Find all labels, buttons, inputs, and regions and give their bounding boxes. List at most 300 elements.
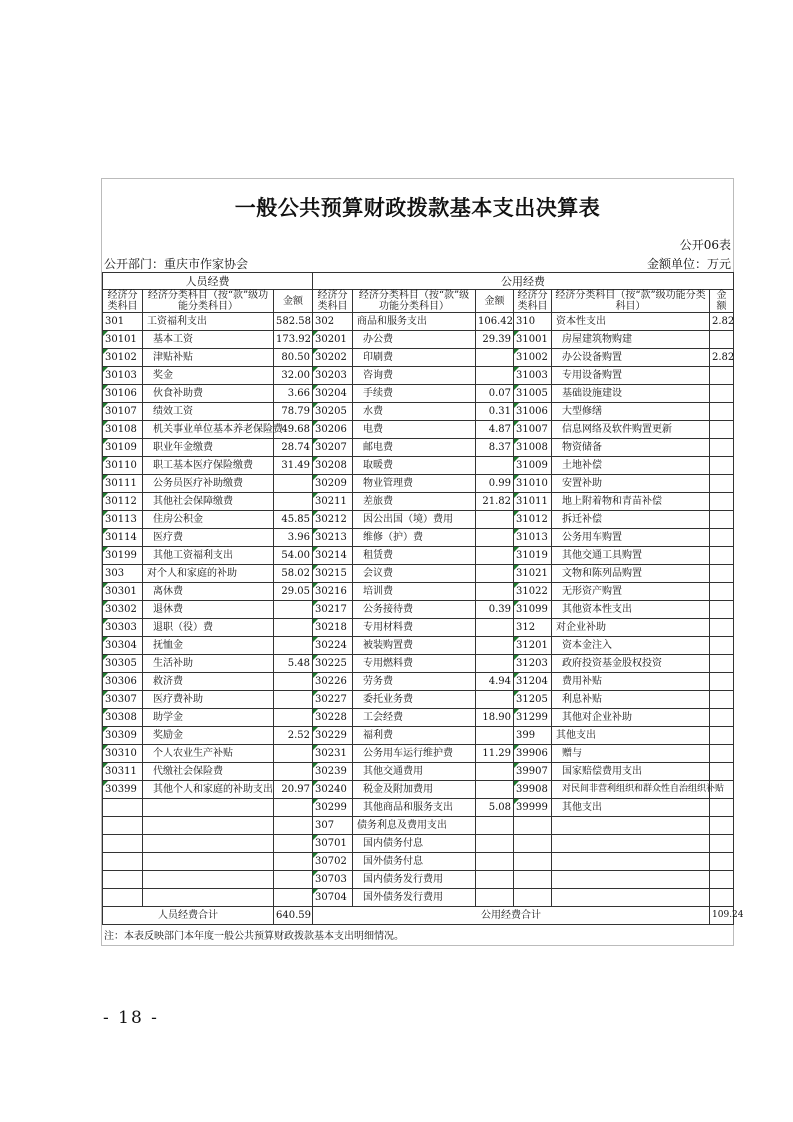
cell-b-code: 30212 (313, 511, 353, 529)
cell-a-code: 30307 (103, 691, 143, 709)
cell-c-amt (710, 601, 734, 619)
cell-a-code: 30309 (103, 727, 143, 745)
cell-a-name: 公务员医疗补助缴费 (143, 475, 274, 493)
cell-c-amt (710, 691, 734, 709)
cell-b-name: 手续费 (353, 385, 476, 403)
cell-b-amt (476, 529, 514, 547)
cell-a-code: 30111 (103, 475, 143, 493)
cell-a-code: 30399 (103, 781, 143, 799)
cell-b-amt (476, 781, 514, 799)
cell-a-amt: 173.92 (274, 331, 313, 349)
cell-c-name: 房屋建筑物购建 (552, 331, 710, 349)
cell-c-code: 31007 (514, 421, 552, 439)
cell-b-amt (476, 817, 514, 835)
cell-a-amt: 582.58 (274, 313, 313, 331)
cell-b-code: 30228 (313, 709, 353, 727)
cell-a-code: 30109 (103, 439, 143, 457)
cell-a-name: 生活补助 (143, 655, 274, 673)
column-header-row (103, 290, 734, 313)
cell-a-name (143, 835, 274, 853)
page-number: - 18 - (103, 1008, 159, 1028)
cell-a-name (143, 817, 274, 835)
cell-c-code: 31021 (514, 565, 552, 583)
cell-c-code: 31204 (514, 673, 552, 691)
cell-b-name: 电费 (353, 421, 476, 439)
cell-b-amt (476, 763, 514, 781)
cell-b-amt (476, 889, 514, 907)
cell-b-code: 30239 (313, 763, 353, 781)
cell-a-amt (274, 493, 313, 511)
cell-a-amt: 31.49 (274, 457, 313, 475)
cell-c-name: 政府投资基金股权投资 (552, 655, 710, 673)
cell-a-name: 津贴补贴 (143, 349, 274, 367)
table-note: 注：本表反映部门本年度一般公共预算财政拨款基本支出明细情况。 (102, 925, 733, 946)
cell-b-amt (476, 349, 514, 367)
table-row (103, 313, 734, 331)
cell-c-amt (710, 889, 734, 907)
cell-c-amt (710, 709, 734, 727)
cell-b-name: 债务利息及费用支出 (353, 817, 476, 835)
department-label: 公开部门：重庆市作家协会 (104, 257, 249, 271)
col-header-name: 经济分类科目（按“款”级功能分类科目） (143, 290, 274, 313)
cell-c-code: 31006 (514, 403, 552, 421)
cell-b-code: 30226 (313, 673, 353, 691)
unit-label: 金额单位：万元 (646, 257, 731, 271)
cell-b-code: 30217 (313, 601, 353, 619)
cell-c-amt (710, 385, 734, 403)
cell-c-amt (710, 367, 734, 385)
table-row (103, 655, 734, 673)
cell-a-code (103, 889, 143, 907)
cell-a-code: 303 (103, 565, 143, 583)
cell-a-name: 医疗费补助 (143, 691, 274, 709)
col-header-amount: 金额 (274, 290, 313, 313)
cell-b-code: 302 (313, 313, 353, 331)
cell-c-code: 39908 (514, 781, 552, 799)
cell-b-name: 专用燃料费 (353, 655, 476, 673)
section-header-row (103, 273, 734, 290)
cell-a-name: 离休费 (143, 583, 274, 601)
cell-c-code: 31013 (514, 529, 552, 547)
cell-b-code: 30205 (313, 403, 353, 421)
cell-c-code: 310 (514, 313, 552, 331)
cell-b-code: 30702 (313, 853, 353, 871)
table-row (103, 493, 734, 511)
cell-c-code: 31299 (514, 709, 552, 727)
cell-b-name: 培训费 (353, 583, 476, 601)
cell-c-name: 地上附着物和青苗补偿 (552, 493, 710, 511)
cell-a-amt: 58.02 (274, 565, 313, 583)
cell-a-code: 30302 (103, 601, 143, 619)
col-header-amount: 金额 (710, 290, 734, 313)
cell-b-code: 30299 (313, 799, 353, 817)
cell-a-code: 30113 (103, 511, 143, 529)
cell-c-name: 资本性支出 (552, 313, 710, 331)
totals-row (103, 907, 734, 925)
cell-a-name (143, 871, 274, 889)
cell-a-amt (274, 817, 313, 835)
cell-c-name (552, 835, 710, 853)
table-row (103, 781, 734, 799)
cell-c-code: 31001 (514, 331, 552, 349)
cell-c-code: 31002 (514, 349, 552, 367)
cell-c-name: 费用补贴 (552, 673, 710, 691)
cell-a-code: 30107 (103, 403, 143, 421)
cell-b-code: 30215 (313, 565, 353, 583)
cell-a-code (103, 835, 143, 853)
cell-b-amt (476, 853, 514, 871)
cell-b-amt: 29.39 (476, 331, 514, 349)
cell-b-amt: 5.08 (476, 799, 514, 817)
expenditure-table (102, 272, 744, 925)
cell-b-amt: 0.99 (476, 475, 514, 493)
cell-c-code: 31009 (514, 457, 552, 475)
cell-a-name: 其他社会保障缴费 (143, 493, 274, 511)
cell-b-name: 国外债务发行费用 (353, 889, 476, 907)
cell-b-code: 30211 (313, 493, 353, 511)
table-row (103, 475, 734, 493)
cell-b-code: 30224 (313, 637, 353, 655)
cell-c-amt (710, 763, 734, 781)
cell-c-name: 其他交通工具购置 (552, 547, 710, 565)
cell-b-amt: 21.82 (476, 493, 514, 511)
cell-a-amt (274, 673, 313, 691)
form-number-row (102, 234, 733, 253)
cell-c-amt (710, 673, 734, 691)
cell-c-amt (710, 835, 734, 853)
cell-b-code: 30229 (313, 727, 353, 745)
cell-c-name: 对企业补助 (552, 619, 710, 637)
cell-b-amt: 4.94 (476, 673, 514, 691)
cell-b-code: 307 (313, 817, 353, 835)
cell-c-amt (710, 745, 734, 763)
cell-c-name: 其他资本性支出 (552, 601, 710, 619)
cell-b-name: 劳务费 (353, 673, 476, 691)
cell-c-name: 赠与 (552, 745, 710, 763)
cell-c-code: 31012 (514, 511, 552, 529)
cell-a-code: 30310 (103, 745, 143, 763)
cell-b-code: 30204 (313, 385, 353, 403)
table-row (103, 439, 734, 457)
cell-a-code: 30301 (103, 583, 143, 601)
cell-b-amt (476, 871, 514, 889)
cell-c-amt (710, 457, 734, 475)
cell-a-amt: 5.48 (274, 655, 313, 673)
cell-b-name: 委托业务费 (353, 691, 476, 709)
cell-a-amt: 54.00 (274, 547, 313, 565)
cell-c-amt (710, 475, 734, 493)
cell-b-code: 30703 (313, 871, 353, 889)
cell-c-name: 办公设备购置 (552, 349, 710, 367)
table-row (103, 691, 734, 709)
table-row (103, 817, 734, 835)
cell-c-amt (710, 583, 734, 601)
cell-b-code: 30203 (313, 367, 353, 385)
cell-c-amt (710, 871, 734, 889)
cell-b-name: 差旅费 (353, 493, 476, 511)
cell-c-code: 31022 (514, 583, 552, 601)
cell-a-name: 奖励金 (143, 727, 274, 745)
cell-a-name: 其他个人和家庭的补助支出 (143, 781, 274, 799)
cell-c-amt (710, 529, 734, 547)
cell-b-name: 取暖费 (353, 457, 476, 475)
cell-b-amt: 18.90 (476, 709, 514, 727)
cell-a-amt: 32.00 (274, 367, 313, 385)
cell-c-amt (710, 439, 734, 457)
cell-c-amt (710, 331, 734, 349)
cell-c-name: 文物和陈列品购置 (552, 565, 710, 583)
cell-c-amt (710, 637, 734, 655)
cell-b-code: 30225 (313, 655, 353, 673)
cell-a-amt (274, 889, 313, 907)
cell-c-name: 对民间非营利组织和群众性自治组织补贴 (552, 781, 710, 799)
cell-c-name: 无形资产购置 (552, 583, 710, 601)
cell-b-amt (476, 835, 514, 853)
cell-b-name: 会议费 (353, 565, 476, 583)
cell-a-name: 住房公积金 (143, 511, 274, 529)
cell-a-name: 职工基本医疗保险缴费 (143, 457, 274, 475)
table-row (103, 727, 734, 745)
cell-c-code: 31205 (514, 691, 552, 709)
personnel-total-amount: 640.59 (274, 907, 313, 925)
cell-a-code: 30303 (103, 619, 143, 637)
col-header-name: 经济分类科目（按“款”级功能分类科目） (552, 290, 710, 313)
col-header-name: 经济分类科目（按“款”级功能分类科目） (353, 290, 476, 313)
table-row (103, 403, 734, 421)
cell-a-amt: 49.68 (274, 421, 313, 439)
cell-b-amt (476, 727, 514, 745)
cell-b-amt (476, 637, 514, 655)
table-row (103, 889, 734, 907)
cell-b-name: 福利费 (353, 727, 476, 745)
cell-a-name: 代缴社会保险费 (143, 763, 274, 781)
cell-a-code: 30102 (103, 349, 143, 367)
cell-a-name: 医疗费 (143, 529, 274, 547)
cell-b-name: 被装购置费 (353, 637, 476, 655)
cell-c-code: 39906 (514, 745, 552, 763)
cell-c-code: 31005 (514, 385, 552, 403)
cell-c-name: 其他对企业补助 (552, 709, 710, 727)
cell-a-code (103, 871, 143, 889)
cell-b-name: 印刷费 (353, 349, 476, 367)
cell-b-name: 税金及附加费用 (353, 781, 476, 799)
cell-a-amt (274, 835, 313, 853)
cell-b-amt (476, 691, 514, 709)
col-header-amount: 金额 (476, 290, 514, 313)
cell-b-amt (476, 457, 514, 475)
cell-b-code: 30218 (313, 619, 353, 637)
cell-c-name: 大型修缮 (552, 403, 710, 421)
cell-a-name (143, 889, 274, 907)
cell-c-amt: 2.82 (710, 313, 734, 331)
cell-c-name: 专用设备购置 (552, 367, 710, 385)
cell-a-code: 30101 (103, 331, 143, 349)
cell-c-code (514, 889, 552, 907)
col-header-code: 经济分类科目 (514, 290, 552, 313)
cell-c-amt (710, 817, 734, 835)
table-row (103, 619, 734, 637)
cell-b-code: 30213 (313, 529, 353, 547)
cell-a-name: 退休费 (143, 601, 274, 619)
cell-b-name: 办公费 (353, 331, 476, 349)
cell-b-code: 30208 (313, 457, 353, 475)
cell-b-amt (476, 511, 514, 529)
cell-c-code: 31010 (514, 475, 552, 493)
cell-b-code: 30209 (313, 475, 353, 493)
form-number: 公开06表 (679, 238, 731, 252)
cell-a-code: 30112 (103, 493, 143, 511)
cell-c-name: 利息补贴 (552, 691, 710, 709)
cell-a-name: 抚恤金 (143, 637, 274, 655)
cell-a-amt: 2.52 (274, 727, 313, 745)
cell-a-code: 30103 (103, 367, 143, 385)
cell-c-name (552, 871, 710, 889)
public-section-header: 公用经费 (313, 273, 734, 290)
cell-a-amt (274, 691, 313, 709)
cell-a-code: 30199 (103, 547, 143, 565)
cell-a-name (143, 799, 274, 817)
cell-a-amt: 3.96 (274, 529, 313, 547)
cell-b-amt (476, 583, 514, 601)
cell-a-code: 301 (103, 313, 143, 331)
cell-c-code: 31019 (514, 547, 552, 565)
table-row (103, 331, 734, 349)
data-rows (103, 313, 734, 907)
cell-a-name: 伙食补助费 (143, 385, 274, 403)
cell-b-name: 国内债务发行费用 (353, 871, 476, 889)
cell-c-name: 安置补助 (552, 475, 710, 493)
cell-a-name: 机关事业单位基本养老保险费 (143, 421, 274, 439)
cell-b-amt: 11.29 (476, 745, 514, 763)
cell-b-name: 商品和服务支出 (353, 313, 476, 331)
cell-c-code: 31011 (514, 493, 552, 511)
report-sheet (101, 178, 744, 946)
cell-b-amt (476, 619, 514, 637)
cell-a-name: 对个人和家庭的补助 (143, 565, 274, 583)
cell-b-code: 30701 (313, 835, 353, 853)
cell-a-name: 救济费 (143, 673, 274, 691)
table-row (103, 745, 734, 763)
public-total-amount: 109.24 (710, 907, 734, 925)
cell-a-code: 30311 (103, 763, 143, 781)
table-row (103, 853, 734, 871)
cell-b-name: 其他商品和服务支出 (353, 799, 476, 817)
table-row (103, 709, 734, 727)
personnel-section-header: 人员经费 (103, 273, 313, 290)
cell-c-amt (710, 403, 734, 421)
cell-c-name: 拆迁补偿 (552, 511, 710, 529)
table-row (103, 421, 734, 439)
cell-c-amt: 2.82 (710, 349, 734, 367)
cell-b-code: 30240 (313, 781, 353, 799)
cell-c-code: 39999 (514, 799, 552, 817)
cell-b-name: 其他交通费用 (353, 763, 476, 781)
cell-c-code: 31099 (514, 601, 552, 619)
cell-b-amt: 8.37 (476, 439, 514, 457)
cell-c-name: 其他支出 (552, 727, 710, 745)
cell-a-amt: 28.74 (274, 439, 313, 457)
cell-a-amt (274, 475, 313, 493)
cell-c-amt (710, 565, 734, 583)
cell-b-code: 30202 (313, 349, 353, 367)
cell-c-amt (710, 511, 734, 529)
cell-c-code: 39907 (514, 763, 552, 781)
cell-b-amt: 4.87 (476, 421, 514, 439)
cell-c-code (514, 853, 552, 871)
table-row (103, 511, 734, 529)
cell-a-amt (274, 799, 313, 817)
cell-a-code: 30304 (103, 637, 143, 655)
cell-a-amt: 29.05 (274, 583, 313, 601)
table-row (103, 349, 734, 367)
cell-a-amt (274, 871, 313, 889)
cell-a-amt (274, 637, 313, 655)
cell-c-code (514, 835, 552, 853)
cell-b-name: 邮电费 (353, 439, 476, 457)
cell-a-amt (274, 619, 313, 637)
cell-a-name: 基本工资 (143, 331, 274, 349)
cell-c-amt (710, 547, 734, 565)
cell-b-name: 水费 (353, 403, 476, 421)
cell-b-name: 因公出国（境）费用 (353, 511, 476, 529)
cell-c-code (514, 871, 552, 889)
cell-a-name: 助学金 (143, 709, 274, 727)
cell-c-name: 资本金注入 (552, 637, 710, 655)
cell-c-code: 312 (514, 619, 552, 637)
table-row (103, 529, 734, 547)
cell-a-amt: 80.50 (274, 349, 313, 367)
table-row (103, 547, 734, 565)
table-row (103, 457, 734, 475)
cell-b-amt: 106.42 (476, 313, 514, 331)
col-header-code: 经济分类科目 (313, 290, 353, 313)
cell-b-name: 维修（护）费 (353, 529, 476, 547)
cell-c-name (552, 889, 710, 907)
cell-c-code (514, 817, 552, 835)
cell-b-name: 咨询费 (353, 367, 476, 385)
cell-b-name: 租赁费 (353, 547, 476, 565)
cell-a-code: 30106 (103, 385, 143, 403)
cell-a-amt (274, 853, 313, 871)
cell-b-code: 30207 (313, 439, 353, 457)
cell-c-name: 国家赔偿费用支出 (552, 763, 710, 781)
cell-a-name (143, 853, 274, 871)
cell-c-code: 31008 (514, 439, 552, 457)
cell-a-amt (274, 709, 313, 727)
cell-a-code (103, 799, 143, 817)
cell-c-code: 399 (514, 727, 552, 745)
cell-b-amt (476, 367, 514, 385)
cell-a-code (103, 853, 143, 871)
table-row (103, 871, 734, 889)
cell-c-amt (710, 727, 734, 745)
cell-a-name: 工资福利支出 (143, 313, 274, 331)
cell-c-code: 31203 (514, 655, 552, 673)
cell-a-code: 30108 (103, 421, 143, 439)
cell-c-name: 土地补偿 (552, 457, 710, 475)
cell-b-amt: 0.31 (476, 403, 514, 421)
cell-c-name: 基础设施建设 (552, 385, 710, 403)
cell-a-name: 绩效工资 (143, 403, 274, 421)
cell-b-name: 国外债务付息 (353, 853, 476, 871)
department-row (102, 253, 733, 272)
cell-c-code: 31003 (514, 367, 552, 385)
cell-b-code: 30227 (313, 691, 353, 709)
cell-a-name: 奖金 (143, 367, 274, 385)
table-row (103, 799, 734, 817)
cell-a-amt: 78.79 (274, 403, 313, 421)
table-row (103, 673, 734, 691)
